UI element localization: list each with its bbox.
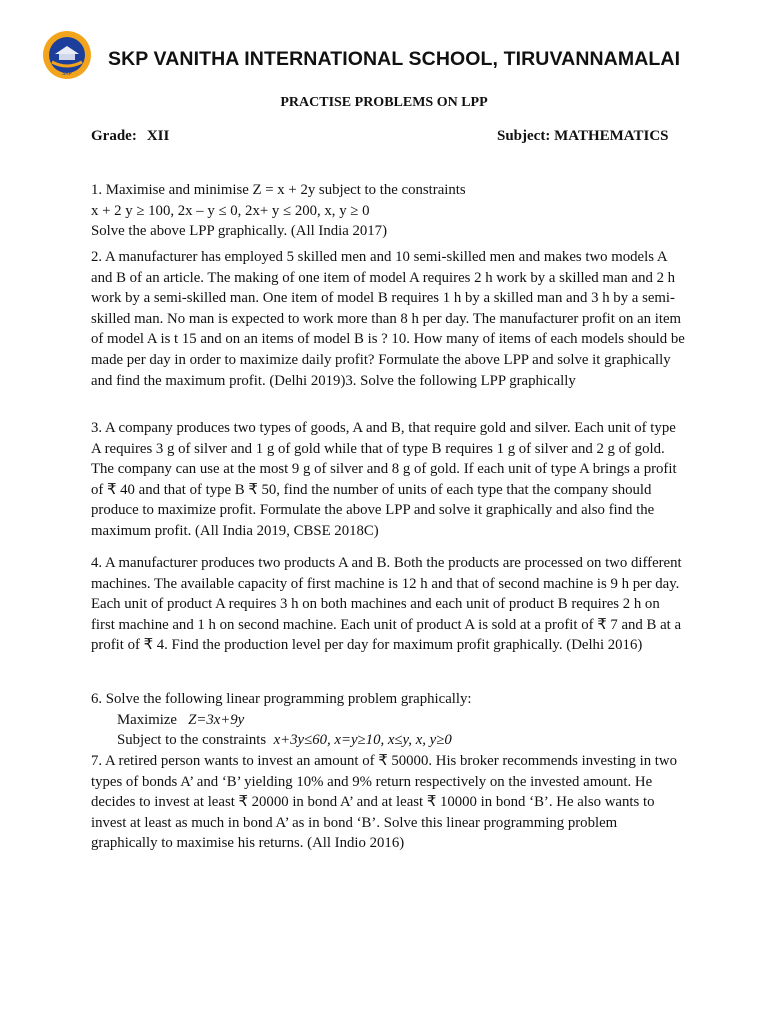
grade-line bbox=[91, 128, 169, 145]
question-6-objective-line bbox=[91, 710, 686, 731]
question-3-text: 3. A company produces two types of goods, A and B, that require gold and silver. Each unit of type A requires 3 g of silver and 1 g of gold while that of type B requires 1 g of silver and 2 g of gold. The company can use at the most 9 g of silver and 8 g of gold. If each unit of type A brings a profit of ₹ 40 and that of type B ₹ 50, find the number of units of each type that the company should produce to maximize profit. Formulate the above LPP and solve it graphically and also find the maximum profit. (All India 2019, CBSE 2018C) bbox=[91, 420, 677, 539]
objective-function: Z=3x+9y bbox=[188, 711, 245, 728]
school-logo bbox=[42, 30, 92, 80]
question-2 bbox=[91, 247, 686, 391]
school-name: SKP VANITHA INTERNATIONAL SCHOOL, TIRUVANNAMALAI bbox=[108, 48, 681, 70]
grade-label: Grade: bbox=[91, 128, 137, 144]
maximize-label: Maximize bbox=[117, 711, 177, 728]
question-7 bbox=[91, 751, 686, 854]
question-4-text: 4. A manufacturer produces two products A and B. Both the products are processed on two different machines. The available capacity of first machine is 12 h and that of second machine is 9 h per day. Each unit of product A requires 3 h on both machines and each unit of product B requires 2 h on first machine and 1 h on second machine. Each unit of product A is sold at a profit of ₹ 7 and B at a profit of ₹ 4. Find the production level per day for maximum profit graphically. (Delhi 2016) bbox=[91, 555, 682, 654]
page-title: PRACTISE PROBLEMS ON LPP bbox=[280, 95, 488, 110]
question-7-text: 7. A retired person wants to invest an amount of ₹ 50000. His broker recommends investing in two types of bonds A’ and ‘B’ yielding 10% and 9% return respectively on the invested amount. He decides to invest at least ₹ 20000 in bond A’ and at least ₹ 10000 in bond ‘B’. He also wants to invest at least as much in bond A’ as in bond ‘B’. Solve this linear programming problem graphically to maximise his returns. (All Indio 2016) bbox=[91, 753, 677, 852]
subject-label: Subject: MATHEMATICS bbox=[497, 128, 669, 144]
grade-value: XII bbox=[146, 128, 170, 144]
question-1-line-3: Solve the above LPP graphically. (All India 2017) bbox=[91, 223, 388, 240]
constraints-label: Subject to the constraints bbox=[117, 732, 267, 749]
question-4 bbox=[91, 553, 686, 656]
question-1 bbox=[91, 180, 686, 242]
question-1-line-1: 1. Maximise and minimise Z = x + 2y subject to the constraints bbox=[91, 182, 466, 198]
question-6-constraints-line bbox=[91, 730, 686, 751]
question-6 bbox=[91, 689, 686, 751]
question-3 bbox=[91, 418, 686, 542]
question-1-line-2: x + 2 y ≥ 100, 2x – y ≤ 0, 2x+ y ≤ 200, x, y ≥ 0 bbox=[91, 202, 370, 219]
logo-text: SKP bbox=[61, 71, 73, 77]
constraints-expression: x+3y≤60, x=y≥10, x≤y, x, y≥0 bbox=[273, 732, 452, 749]
question-2-text: 2. A manufacturer has employed 5 skilled men and 10 semi-skilled men and makes two models A and B of an article. The making of one item of model A requires 2 h work by a skilled man and 2 h work by a semi-skilled man. One item of model B requires 1 h by a skilled man and 3 h by a semi-skilled man. No man is expected to work more than 8 h per day. The manufacturer profit on an item of model A is t 15 and on an items of model B is ? 10. How many of items of each models should be made per day in order to maximize daily profit? Formulate the above LPP and solve it graphically and find the maximum profit. (Delhi 2019)3. Solve the following LPP graphically bbox=[91, 249, 685, 389]
question-6-line-1: 6. Solve the following linear programming problem graphically: bbox=[91, 691, 472, 707]
